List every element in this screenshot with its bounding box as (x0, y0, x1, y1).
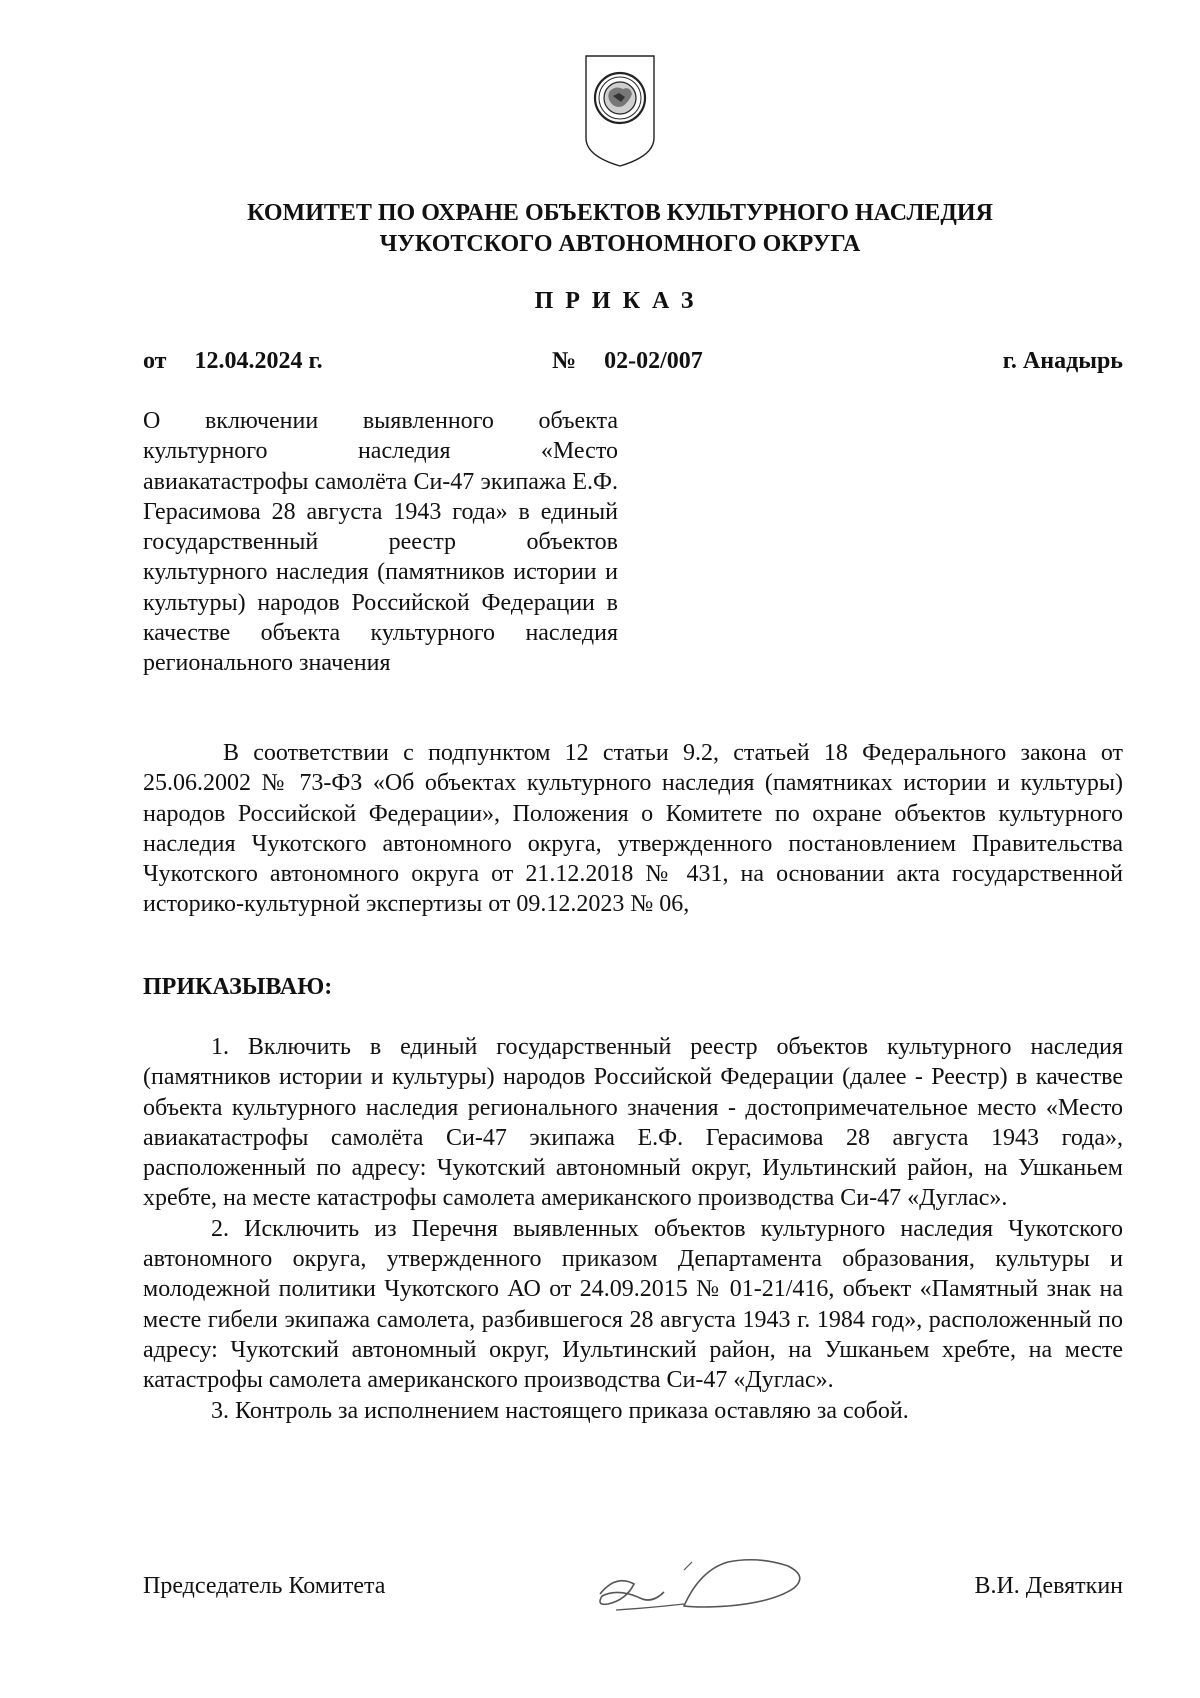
signature-icon (588, 1548, 818, 1628)
committee-name-line1: КОМИТЕТ ПО ОХРАНЕ ОБЪЕКТОВ КУЛЬТУРНОГО НАСЛЕДИЯ (247, 200, 993, 226)
preamble-paragraph: В соответствии с подпунктом 12 статьи 9.2, статьей 18 Федерального закона от 25.06.2002 № 73-ФЗ «Об объектах культурного наследия (памятниках истории и культуры) народов Российской Федерации», Положения о Комитете по охране объектов культурного наследия Чукотского автономного округа, утвержденного постановлением Правительства Чукотского автономного округа от 21.12.2018 № 431, на основании акта государственной историко-культурной экспертизы от 09.12.2023 № 06, (143, 740, 1123, 918)
order-date-value: 12.04.2024 г. (194, 348, 323, 374)
order-date (143, 348, 323, 375)
signatory-name: В.И. Девяткин (974, 1573, 1123, 1599)
preamble (143, 738, 1123, 920)
order-date-label: от (143, 348, 167, 374)
order-title: ПРИКАЗ (534, 288, 706, 314)
order-city: г. Анадырь (1002, 348, 1123, 374)
committee-header (140, 198, 1100, 260)
order-items (143, 1032, 1123, 1426)
order-item-1: 1. Включить в единый государственный реестр объектов культурного наследия (памятников истории и культуры) народов Российской Федерации (далее - Реестр) в качестве объекта культурного наследия регионального значения - достопримечательное место «Место авиакатастрофы самолёта Си-47 экипажа Е.Ф. Герасимова 28 августа 1943 года», расположенный по адресу: Чукотский автономный округ, Иультинский район, на Ушканьем хребте, на месте катастрофы самолета американского производства Си-47 «Дуглас». (143, 1034, 1123, 1212)
order-number (552, 348, 703, 375)
order-item-3: 3. Контроль за исполнением настоящего приказа оставляю за собой. (211, 1397, 909, 1424)
order-subject: О включении выявленного объекта культурного наследия «Место авиакатастрофы самолёта Си-47 экипажа Е.Ф. Герасимова 28 августа 1943 года» в единый государственный реестр объектов культурного наследия (памятников истории и культуры) народов Российской Федерации в качестве объекта культурного наследия регионального значения (143, 408, 618, 677)
order-item-2: 2. Исключить из Перечня выявленных объектов культурного наследия Чукотского автономного округа, утвержденного приказом Департамента образования, культуры и молодежной политики Чукотского АО от 24.09.2015 № 01-21/416, объект «Памятный знак на месте гибели экипажа самолета, разбившегося 28 августа 1943 г. 1984 год», расположенный по адресу: Чукотский автономный округ, Иультинский район, на Ушканьем хребте, на месте катастрофы самолета американского производства Си-47 «Дуглас». (143, 1215, 1123, 1394)
signatory-position: Председатель Комитета (143, 1573, 386, 1599)
coat-of-arms-icon (583, 52, 657, 170)
command-heading: ПРИКАЗЫВАЮ: (143, 974, 333, 1000)
order-number-label: № (552, 348, 577, 374)
committee-name-line2: ЧУКОТСКОГО АВТОНОМНОГО ОКРУГА (379, 231, 861, 257)
order-number-value: 02-02/007 (604, 348, 703, 374)
